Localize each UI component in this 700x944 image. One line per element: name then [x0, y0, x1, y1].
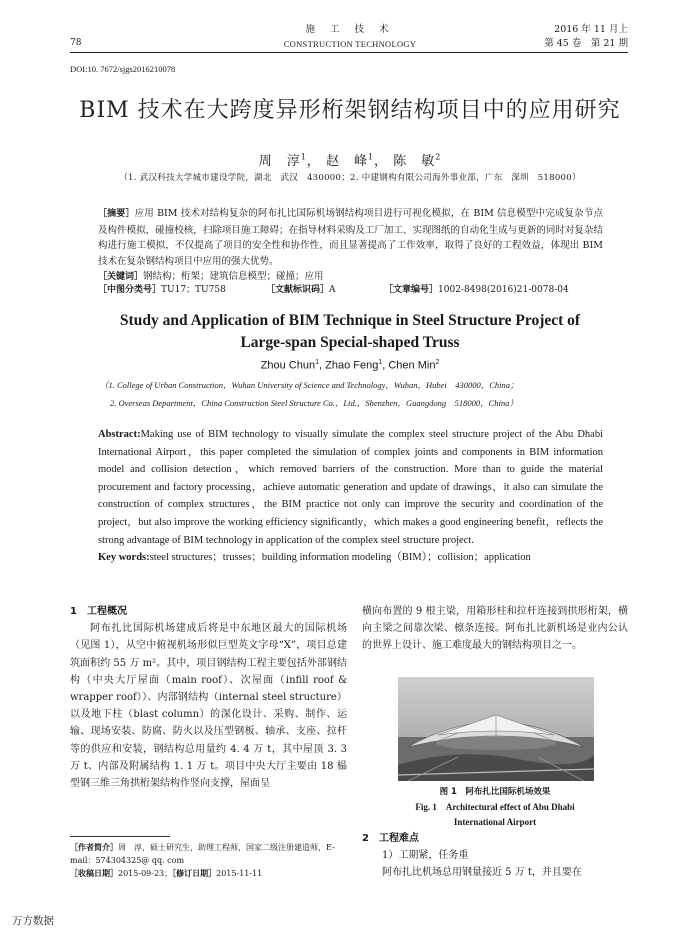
article-number-value: 1002-8498(2016)21-0078-04	[438, 285, 569, 295]
author-sup: 1	[378, 359, 383, 366]
author-sup: 1	[315, 359, 319, 366]
wanfang-watermark: 万方数据	[12, 915, 54, 927]
author-cn: 赵 峰	[325, 154, 368, 169]
journal-header	[250, 23, 450, 51]
author-cn: 周 淳	[258, 154, 301, 169]
issue-volume: 第 45 卷 第 21 期	[544, 38, 628, 49]
author-bio-tag: ［作者简介］	[70, 843, 118, 852]
body-column-right	[362, 603, 628, 655]
figure-1-caption-en-line2: International Airport	[453, 817, 537, 827]
received-date: 2015-09-23；	[118, 869, 173, 878]
revised-date-tag: ［修订日期］	[172, 869, 217, 878]
section-2	[362, 830, 628, 882]
article-number-tag: ［文章编号］	[384, 285, 439, 295]
author-en: Zhou Chun	[260, 359, 316, 372]
title-cn: BIM 技术在大跨度异形桁架钢结构项目中的应用研究	[79, 98, 621, 123]
title-en-line2: Large-span Special-shaped Truss	[240, 334, 460, 351]
footnote-rule	[70, 836, 170, 837]
section-2-paragraph: 阿布扎比机场总用钢量接近 5 万 t，并且要在	[382, 867, 582, 879]
author-en: Chen Min	[388, 359, 436, 372]
author-sup: 1	[300, 152, 307, 162]
header-rule	[70, 52, 628, 53]
issue-info	[544, 23, 628, 51]
section-1-title: 1 工程概况	[70, 606, 127, 617]
section-1-paragraph: 阿布扎比国际机场建成后将是中东地区最大的国际机场（见图 1），从空中俯视机场形似巨型英文字母“X”，项目总建筑面积约 55 万 m²。其中，项目钢结构工程主要包括外部钢结构（中央大厅屋面（main roof）、次屋面（infill roof & wrapper roof））、内部钢结构（internal steel structure）以及地下柱（blast column）的深化设计、采购、制作、运输、现场安装、防腐、防火以及压型钢板、轴承、支座、拉杆等的供应和安装，钢结构总用量约 4. 4 万 t，其中屋顶 3. 3 万 t、内部及附属结构 1. 1 万 t。项目中央大厅主要由 18 榀型钢三维三角拱桁架结构作竖向支撑，屋面呈	[70, 623, 347, 790]
journal-name-en: CONSTRUCTION TECHNOLOGY	[283, 39, 417, 49]
section-2-subheading: 1）工期紧，任务重	[382, 850, 469, 862]
received-date-tag: ［收稿日期］	[70, 869, 118, 878]
journal-name-cn: 施 工 技 术	[305, 24, 395, 35]
abstract-en	[98, 426, 603, 567]
author-cn: 陈 敏	[393, 154, 436, 169]
abstract-cn	[98, 206, 603, 286]
title-en-line1: Study and Application of BIM Technique in Steel Structure Project of	[119, 312, 581, 329]
doi: DOI:10. 7672/sjgs2016210078	[70, 64, 176, 74]
affiliation-en-1: （1. College of Urban Construction，Wuhan University of Science and Technology，Wuhan，Hubei 430000，China；	[100, 380, 519, 390]
abstract-cn-tag: ［摘要］	[98, 209, 135, 219]
doc-code-tag: ［文献标识码］	[266, 285, 330, 295]
figure-1-image	[398, 677, 594, 781]
keywords-en-tag: Key words:	[98, 552, 150, 564]
clc-tag: ［中图分类号］	[98, 285, 162, 295]
abstract-en-text: Making use of BIM technology to visually simulate the complex steel structure project of the Abu Dhabi International Airport，this paper completed the simulation of complex joints and components in BIM information model and collision detection，which removed barriers of the construction. More than to guide the material procurement and factory processing，achieve automatic generation and update of drawings，it also can simulate the construction of complex structures，the BIM practice not only can improve the security and coordination of the project，but also improve the working efficiency significantly，which makes a good engineering benefit，reflects the strong advantage of BIM technology in application of the complex steel structure project.	[98, 429, 603, 546]
figure-1-caption-cn: 图 1 阿布扎比国际机场效果	[439, 787, 551, 797]
author-sup: 2	[435, 359, 440, 366]
affiliation-en	[100, 376, 610, 412]
author-en: Zhao Feng	[325, 359, 379, 372]
issue-date: 2016 年 11 月上	[554, 24, 628, 35]
affiliation-en-2: 2. Overseas Department，China Construction Steel Structure Co.，Ltd.，Shenzhen，Guangdong 518000，China）	[110, 398, 518, 408]
authors-en: Zhou Chun$^1$, Zhao Feng$^1$, Chen Min$^2$	[260, 359, 440, 372]
doc-code-value: A	[329, 285, 336, 295]
keywords-cn-text: 钢结构；桁架；建筑信息模型；碰撞；应用	[143, 271, 324, 282]
title-en	[60, 310, 640, 354]
figure-1-caption-en-line1: Fig. 1 Architectural effect of Abu Dhabi	[415, 802, 575, 812]
author-sup: 2	[435, 152, 442, 162]
abstract-cn-text: 应用 BIM 技术对结构复杂的阿布扎比国际机场钢结构项目进行可视化模拟，在 BIM 信息模型中完成复杂节点及构件模拟，碰撞校核，扫除项目施工障碍；在指导材料采购及工厂加工、实现图纸的自动化生成与更新的同时对复杂结构进行施工模拟，不仅提高了项目的安全性和协作性，而且显著提高了工作效率，取得了良好的工程效益，体现出 BIM 技术在复杂钢结构项目中应用的强大优势。	[98, 208, 603, 267]
airport-rendering	[398, 677, 594, 781]
body-column-left	[70, 603, 347, 792]
revised-date: 2015-11-11	[216, 869, 263, 878]
affiliation-cn: （1. 武汉科技大学城市建设学院，湖北 武汉 430000；2. 中建钢构有限公司海外事业部，广东 深圳 518000）	[119, 173, 581, 183]
authors-cn: 周 淳$^1$， 赵 峰$^1$， 陈 敏$^2$	[258, 152, 442, 169]
keywords-en-text: steel structures；trusses；building information modeling（BIM）；collision；application	[149, 552, 531, 564]
keywords-cn-tag: ［关键词］	[98, 272, 144, 282]
author-sup: 1	[367, 152, 375, 162]
footnote	[70, 841, 347, 880]
figure-1-caption-en	[362, 800, 628, 830]
author-bio: 周 淳，硕士研究生，助理工程师，国家二级注册建造师，E-mail：574304325@ qq. com	[70, 843, 335, 865]
abstract-en-tag: Abstract:	[98, 429, 141, 440]
page-number: 78	[70, 38, 82, 48]
clc-value: TU17；TU758	[161, 285, 226, 295]
section-1-paragraph-continued: 横向布置的 9 根主梁，用箱形柱和拉杆连接到拱形桁架，横向主梁之间靠次梁、檩条连接。阿布扎比新机场是业内公认的世界上设计、施工难度最大的钢结构项目之一。	[362, 606, 628, 652]
section-2-title: 2 工程难点	[362, 833, 419, 844]
